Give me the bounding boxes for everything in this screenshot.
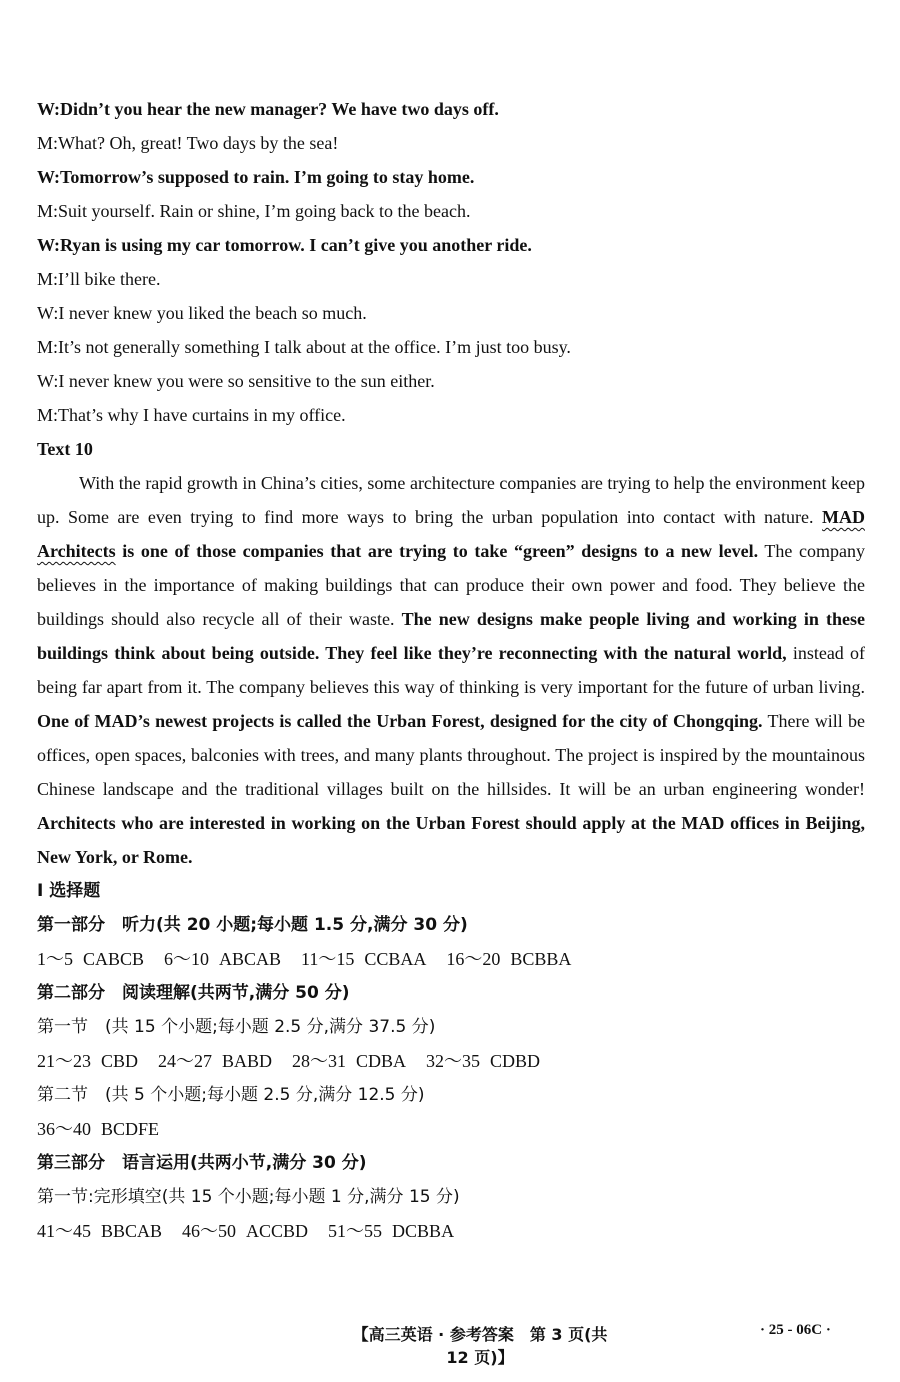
- speaker-label: M: [37, 201, 54, 221]
- dialogue-transcript: [37, 92, 865, 432]
- dialogue-text: That’s why I have curtains in my office.: [58, 405, 346, 425]
- dialogue-text: Suit yourself. Rain or shine, I’m going back to the beach.: [58, 201, 471, 221]
- answer-range: 46～50: [182, 1221, 237, 1241]
- passage-bold-sentence: The new designs make people living and working in these buildings think about being outside. They feel like they’re reconnecting with the natural world,: [37, 609, 865, 663]
- speaker-colon: :: [53, 133, 59, 153]
- passage-sentence: With the rapid growth in China’s cities, some architecture companies are trying to help the environment keep up. Some are even trying to find more ways to bring the urban population into contact with nature.: [37, 473, 865, 527]
- answer-range: 21～23: [37, 1051, 91, 1071]
- speaker-colon: :: [54, 235, 61, 255]
- dialogue-text: It’s not generally something I talk about at the office. I’m just too busy.: [58, 337, 571, 357]
- answer-key: CBD: [101, 1051, 139, 1071]
- dialogue-line: [37, 398, 865, 432]
- answer-range: 16～20: [446, 949, 501, 969]
- part2-sec2-title: 第二节 (共 5 个小题;每小题 2.5 分,满分 12.5 分): [37, 1085, 425, 1105]
- passage-wavy-underline: MAD Architects: [37, 507, 865, 561]
- dialogue-text: I never knew you were so sensitive to the sun either.: [58, 371, 435, 391]
- answer-key: CDBD: [490, 1051, 541, 1071]
- dialogue-line: [37, 262, 865, 296]
- answer-range: 36～40: [37, 1119, 91, 1139]
- answer-key: ACCBD: [246, 1221, 309, 1241]
- answer-range: 24～27: [158, 1051, 213, 1071]
- text10-passage: [37, 466, 865, 874]
- answer-key: BBCAB: [101, 1221, 163, 1241]
- dialogue-line: [37, 92, 865, 126]
- dialogue-text: I’ll bike there.: [58, 269, 161, 289]
- speaker-label: W: [37, 167, 55, 187]
- passage-sentence: instead of being far apart from it. The company believes this way of thinking is very important for the future of urban living.: [37, 643, 865, 697]
- speaker-colon: :: [53, 201, 59, 221]
- text10-title: Text 10: [37, 439, 93, 459]
- answer-range: 1～5: [37, 949, 73, 969]
- part2-sec1-answers: [37, 1044, 865, 1078]
- passage-bold-sentence: Architects who are interested in working on the Urban Forest should apply at the MAD offices in Beijing, New York, or Rome.: [37, 813, 865, 867]
- dialogue-line: [37, 160, 865, 194]
- speaker-colon: :: [53, 371, 59, 391]
- part3-title: 第三部分 语言运用(共两小节,满分 30 分): [37, 1153, 367, 1173]
- dialogue-line: [37, 364, 865, 398]
- answer-key: CCBAA: [364, 949, 427, 969]
- speaker-colon: :: [53, 269, 59, 289]
- part1-title: 第一部分 听力(共 20 小题;每小题 1.5 分,满分 30 分): [37, 915, 468, 935]
- answer-key: DCBBA: [392, 1221, 455, 1241]
- dialogue-text: What? Oh, great! Two days by the sea!: [58, 133, 339, 153]
- answer-range: 41～45: [37, 1221, 91, 1241]
- footer-page-info: 【高三英语 · 参考答案 第 3 页(共 12 页)】: [352, 1325, 608, 1367]
- speaker-label: W: [37, 371, 54, 391]
- footer-code: · 25 - 06C ·: [760, 1322, 831, 1338]
- speaker-label: W: [37, 303, 54, 323]
- speaker-colon: :: [54, 167, 61, 187]
- speaker-label: M: [37, 133, 54, 153]
- part2-sec1-title: 第一节 (共 15 个小题;每小题 2.5 分,满分 37.5 分): [37, 1017, 436, 1037]
- dialogue-line: [37, 194, 865, 228]
- speaker-label: W: [37, 235, 55, 255]
- dialogue-line: [37, 296, 865, 330]
- dialogue-text: Tomorrow’s supposed to rain. I’m going to stay home.: [60, 167, 475, 187]
- dialogue-text: I never knew you liked the beach so much.: [58, 303, 367, 323]
- section-title: Ⅰ 选择题: [37, 881, 101, 901]
- answer-page: [37, 92, 865, 1248]
- speaker-colon: :: [53, 303, 59, 323]
- answer-range: 51～55: [328, 1221, 383, 1241]
- speaker-colon: :: [53, 337, 59, 357]
- dialogue-line: [37, 126, 865, 160]
- answer-range: 28～31: [292, 1051, 347, 1071]
- speaker-label: M: [37, 405, 54, 425]
- answer-range: 32～35: [426, 1051, 481, 1071]
- part1-answers: [37, 942, 865, 976]
- part3-sec1-title: 第一节:完形填空(共 15 个小题;每小题 1 分,满分 15 分): [37, 1187, 460, 1207]
- passage-bold-sentence: is one of those companies that are trying to take “green” designs to a new level.: [115, 541, 759, 561]
- dialogue-text: Didn’t you hear the new manager? We have two days off.: [60, 99, 499, 119]
- answer-key: BCBBA: [510, 949, 572, 969]
- answer-key: CDBA: [356, 1051, 407, 1071]
- speaker-label: M: [37, 337, 54, 357]
- answer-range: 11～15: [301, 949, 355, 969]
- part2-title: 第二部分 阅读理解(共两节,满分 50 分): [37, 983, 350, 1003]
- speaker-label: W: [37, 99, 55, 119]
- part2-sec2-answers: [37, 1112, 865, 1146]
- answer-key: BCDFE: [101, 1119, 160, 1139]
- part3-sec1-answers: [37, 1214, 865, 1248]
- speaker-label: M: [37, 269, 54, 289]
- passage-sentence: There will be offices, open spaces, balconies with trees, and many plants throughout. The project is inspired by the mountainous Chinese landscape and the traditional villages built on the hillsides. It will be an urban engineering wonder!: [37, 711, 865, 799]
- passage-bold-sentence: One of MAD’s newest projects is called the Urban Forest, designed for the city of Chongqing.: [37, 711, 763, 731]
- answer-key: BABD: [222, 1051, 273, 1071]
- speaker-colon: :: [54, 99, 61, 119]
- speaker-colon: :: [53, 405, 59, 425]
- answer-range: 6～10: [164, 949, 210, 969]
- answer-key: ABCAB: [219, 949, 282, 969]
- dialogue-line: [37, 228, 865, 262]
- dialogue-line: [37, 330, 865, 364]
- passage-sentence: The company believes in the importance of making buildings that can produce their own power and food. They believe the buildings should also recycle all of their waste.: [37, 541, 865, 629]
- answer-key: CABCB: [83, 949, 145, 969]
- dialogue-text: Ryan is using my car tomorrow. I can’t give you another ride.: [60, 235, 532, 255]
